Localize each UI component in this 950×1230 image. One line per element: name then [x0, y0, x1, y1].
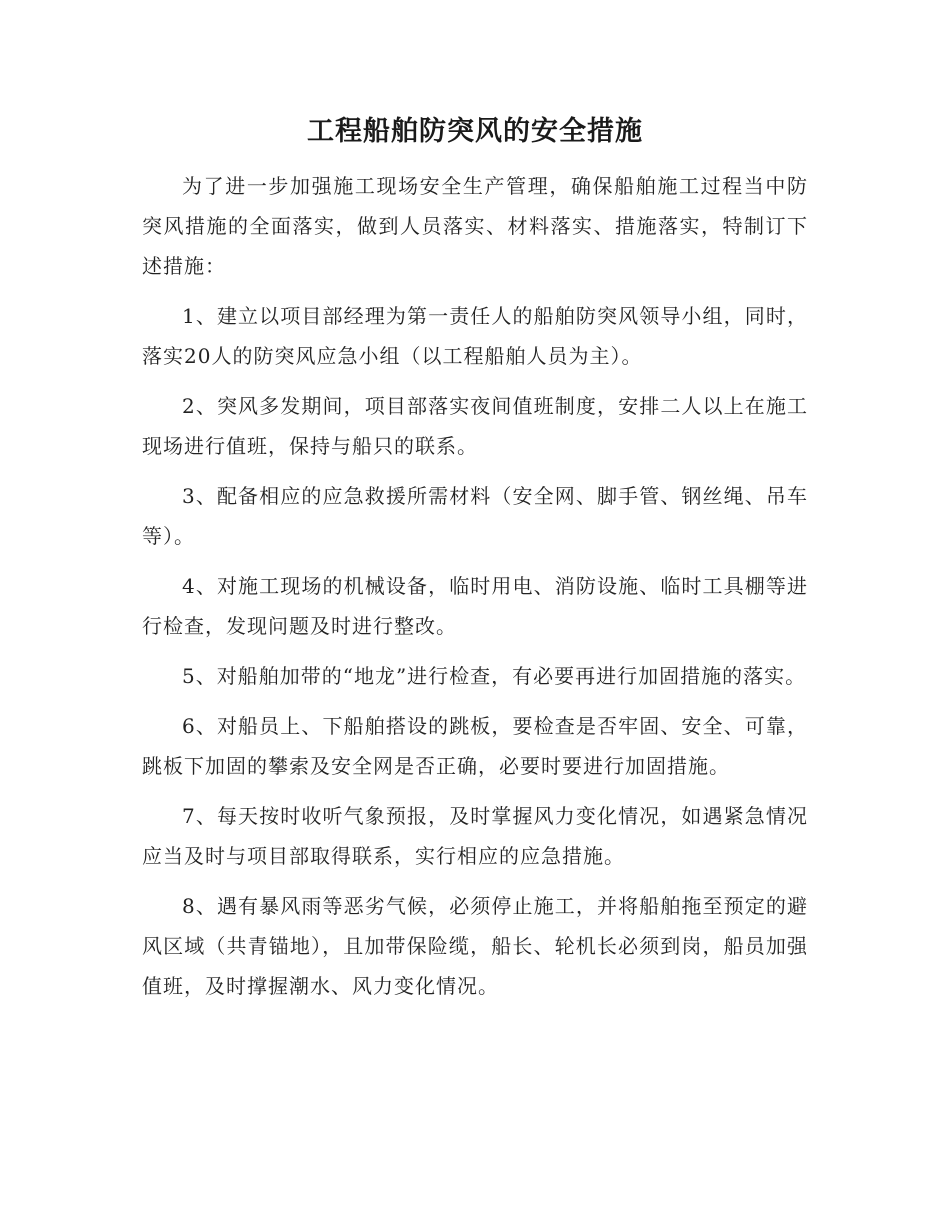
measure-item-2: 2、突风多发期间，项目部落实夜间值班制度，安排二人以上在施工现场进行值班，保持与船只的联系。 — [142, 394, 808, 458]
measure-item-5: 5、对船舶加带的“地龙”进行检查，有必要再进行加固措施的落实。 — [182, 664, 807, 688]
measure-item-8: 8、遇有暴风雨等恶劣气候，必须停止施工，并将船舶拖至预定的避风区域（共青锚地），且加带保险缆，船长、轮机长必须到岗，船员加强值班，及时撑握潮水、风力变化情况。 — [142, 894, 808, 998]
document-body — [142, 166, 808, 1016]
document-title: 工程船舶防突风的安全措施 — [307, 116, 643, 147]
measure-item-1: 1、建立以项目部经理为第一责任人的船舶防突风领导小组，同时，落实20人的防突风应急小组（以工程船舶人员为主）。 — [142, 304, 808, 368]
measure-item-4: 4、对施工现场的机械设备，临时用电、消防设施、临时工具棚等进行检查，发现问题及时进行整改。 — [142, 574, 808, 638]
measure-item-3: 3、配备相应的应急救援所需材料（安全网、脚手管、钢丝绳、吊车等）。 — [142, 484, 808, 548]
measure-item-7: 7、每天按时收听气象预报，及时掌握风力变化情况，如遇紧急情况应当及时与项目部取得联系，实行相应的应急措施。 — [142, 804, 808, 868]
intro-paragraph: 为了进一步加强施工现场安全生产管理，确保船舶施工过程当中防突风措施的全面落实，做到人员落实、材料落实、措施落实，特制订下述措施： — [142, 174, 808, 278]
measure-item-6: 6、对船员上、下船舶搭设的跳板，要检查是否牢固、安全、可靠，跳板下加固的攀索及安全网是否正确，必要时要进行加固措施。 — [142, 714, 808, 778]
